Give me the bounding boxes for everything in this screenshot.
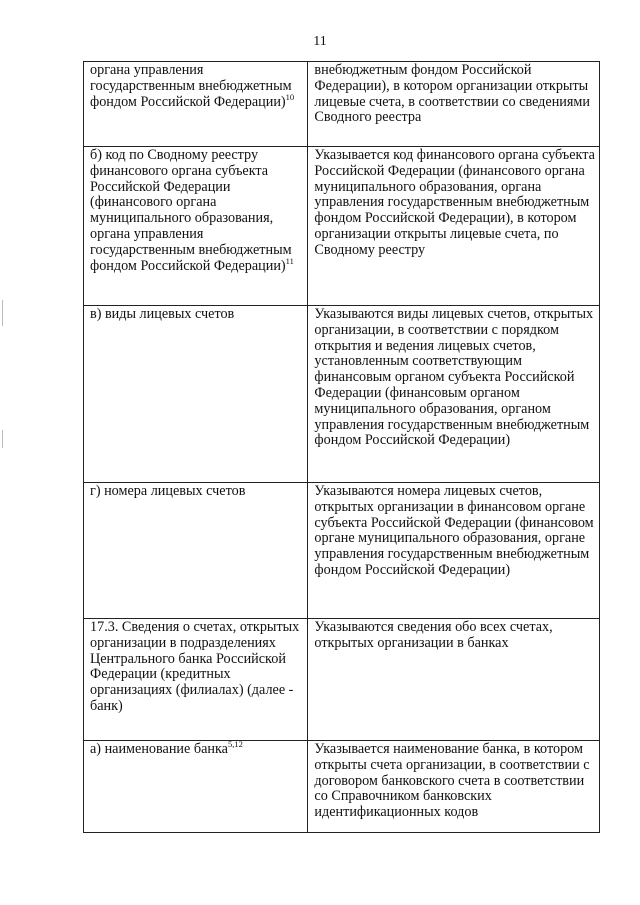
table-cell-description [308, 306, 600, 483]
table-cell-description [308, 62, 600, 147]
table-row [84, 741, 600, 833]
cell-text: а) наименование банка [90, 741, 228, 757]
cell-text: б) код по Сводному реестру финансового органа субъекта Российской Федерации (финансового органа муниципального образования, органа управления государственным внебюджетным фондом Российской Федерации) [90, 147, 292, 274]
table-cell-description [308, 619, 600, 741]
cell-text: Указывается код финансового органа субъекта Российской Федерации (финансового органа муниципального образования, органа управления государственным внебюджетным фондом Российской Федерации), в котором организации открыты лицевые счета, по Сводному реестру [314, 147, 595, 258]
cell-text: в) виды лицевых счетов [90, 306, 235, 322]
table-row [84, 483, 600, 619]
page-number: 11 [313, 34, 327, 49]
table-cell-description [308, 483, 600, 619]
table-row [84, 306, 600, 483]
table-cell-field [84, 62, 308, 147]
footnote-ref: 10 [285, 91, 295, 102]
cell-text: Указываются номера лицевых счетов, открытых организации в финансовом органе субъекта Российской Федерации (финансовом органе муниципального образования, органе управления государственным внебюджетным фондом Российской Федерации) [314, 483, 594, 578]
footnote-ref: 5,12 [227, 740, 243, 749]
table-cell-description [308, 147, 600, 306]
table-cell-description [308, 741, 600, 833]
cell-text: Указывается наименование банка, в котором открыты счета организации, в соответствии с договором банковского счета в соответствии со Справочником банковских идентификационных кодов [314, 741, 590, 821]
table-cell-field [84, 619, 308, 741]
cell-text: внебюджетным фондом Российской Федерации), в котором организации открыты лицевые счета, в соответствии со сведениями Сводного реестра [314, 62, 590, 126]
document-table [83, 61, 600, 833]
table-cell-field [84, 147, 308, 306]
cell-text: Указываются виды лицевых счетов, открытых организации, в соответствии с порядком открытия и ведения лицевых счетов, установленным соответствующим финансовым органом субъекта Российской Федерации (финансовым органом муниципального образования, органом управления государственным внебюджетным фондом Российской Федерации) [314, 306, 594, 449]
scan-edge-mark [2, 300, 3, 326]
cell-text: Указываются сведения обо всех счетах, открытых организации в банках [314, 619, 553, 651]
table-cell-field [84, 483, 308, 619]
cell-text: г) номера лицевых счетов [90, 483, 246, 499]
table-cell-field [84, 741, 308, 833]
cell-text: органа управления государственным внебюджетным фондом Российской Федерации) [90, 62, 292, 110]
table-row [84, 619, 600, 741]
table-row [84, 147, 600, 306]
scan-edge-mark [2, 430, 3, 448]
cell-text: 17.3. Сведения о счетах, открытых организации в подразделениях Центрального банка Российской Федерации (кредитных организациях (филиалах) (далее - банк) [90, 619, 300, 714]
table-row [84, 62, 600, 147]
footnote-ref: 11 [285, 255, 294, 266]
table-cell-field [84, 306, 308, 483]
